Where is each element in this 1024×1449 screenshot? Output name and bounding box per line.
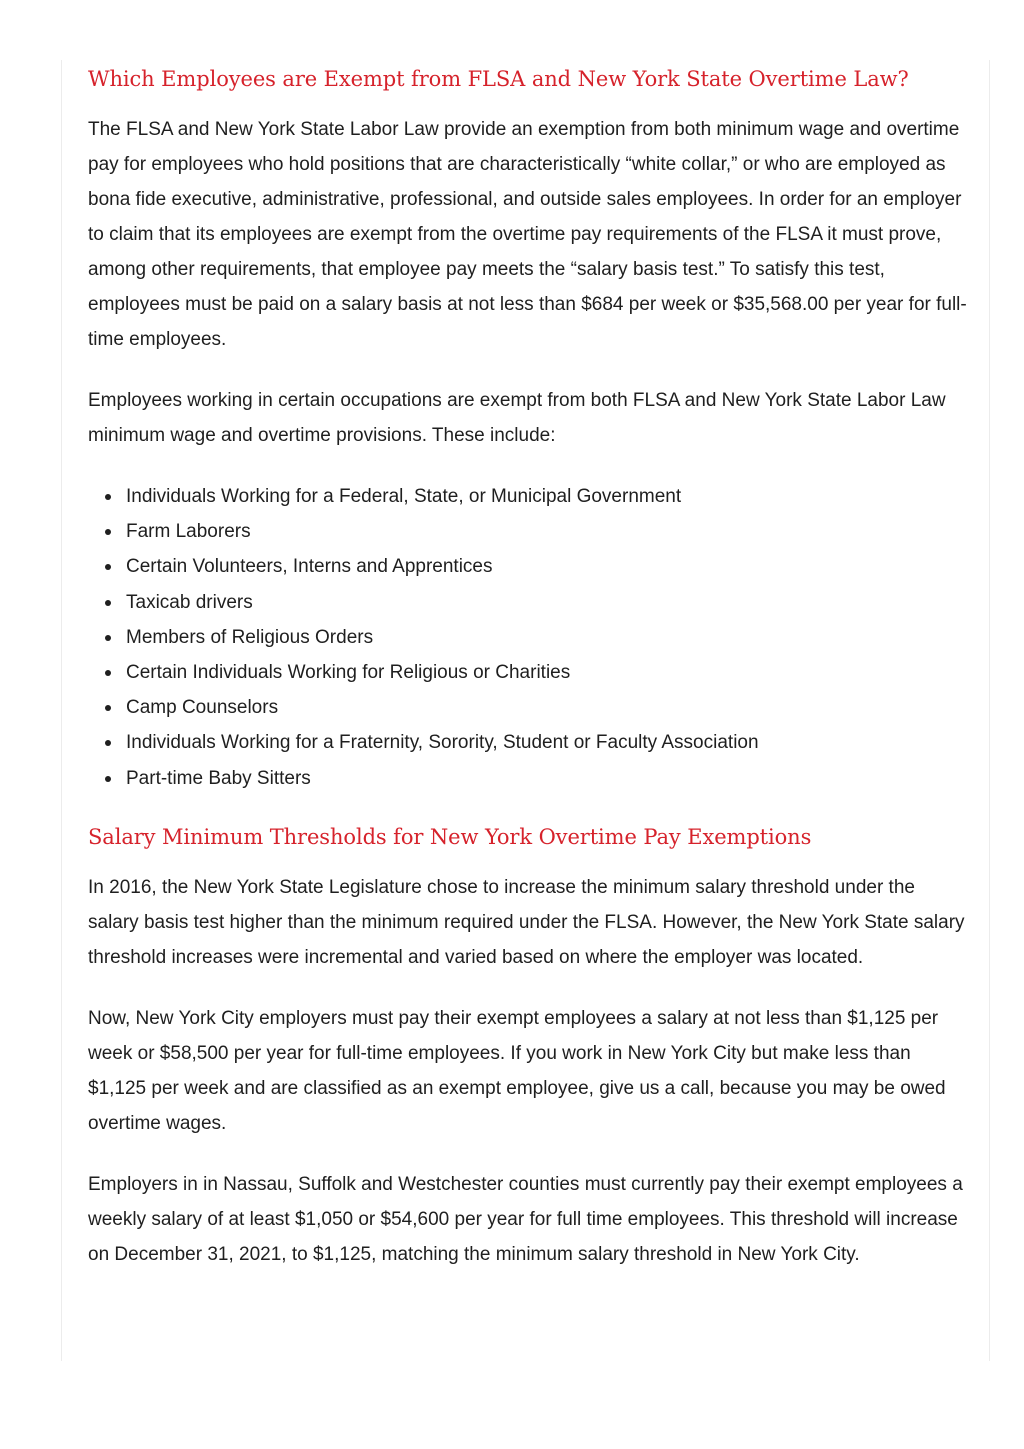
- paragraph-occupations-intro: Employees working in certain occupations are exempt from both FLSA and New York State Labor Law minimum wage and overtime provisions. These include:: [88, 390, 946, 446]
- paragraph-white-collar-exemption: The FLSA and New York State Labor Law provide an exemption from both minimum wage and overtime pay for employees who hold positions that are characteristically “white collar,” or who are employed as bona fide executive, administrative, professional, and outside sales employees. In order for an employer to claim that its employees are exempt from the overtime pay requirements of the FLSA it must prove, among other requirements, that employee pay meets the “salary basis test.” To satisfy this test, employees must be paid on a salary basis at not less than $684 per week or $35,568.00 per year for full-time employees.: [88, 119, 967, 350]
- section-heading-salary-thresholds: Salary Minimum Thresholds for New York Overtime Pay Exemptions: [88, 824, 812, 849]
- exempt-occupations-list: [88, 479, 968, 796]
- list-item: Certain Volunteers, Interns and Apprentices: [126, 549, 968, 584]
- list-item: Camp Counselors: [126, 690, 968, 725]
- article-content: [88, 64, 968, 1298]
- list-item: Members of Religious Orders: [126, 620, 968, 655]
- paragraph-nyc-threshold: Now, New York City employers must pay their exempt employees a salary at not less than $1,125 per week or $58,500 per year for full-time employees. If you work in New York City but make less than $1,125 per week and are classified as an exempt employee, give us a call, because you may be owed overtime wages.: [88, 1007, 946, 1134]
- list-item: Taxicab drivers: [126, 585, 968, 620]
- list-item: Individuals Working for a Fraternity, Sorority, Student or Faculty Association: [126, 725, 968, 760]
- paragraph-county-threshold: Employers in in Nassau, Suffolk and Westchester counties must currently pay their exempt employees a weekly salary of at least $1,050 or $54,600 per year for full time employees. This threshold will increase on December 31, 2021, to $1,125, matching the minimum salary threshold in New York City.: [88, 1173, 963, 1265]
- section-heading-exempt-employees: Which Employees are Exempt from FLSA and New York State Overtime Law?: [88, 67, 909, 91]
- paragraph-2016-legislature: In 2016, the New York State Legislature chose to increase the minimum salary threshold under the salary basis test higher than the minimum required under the FLSA. However, the New York State salary threshold increases were incremental and varied based on where the employer was located.: [88, 876, 965, 968]
- list-item: Farm Laborers: [126, 514, 968, 549]
- list-item: Individuals Working for a Federal, State, or Municipal Government: [126, 479, 968, 514]
- list-item: Part-time Baby Sitters: [126, 761, 968, 796]
- list-item: Certain Individuals Working for Religious or Charities: [126, 655, 968, 690]
